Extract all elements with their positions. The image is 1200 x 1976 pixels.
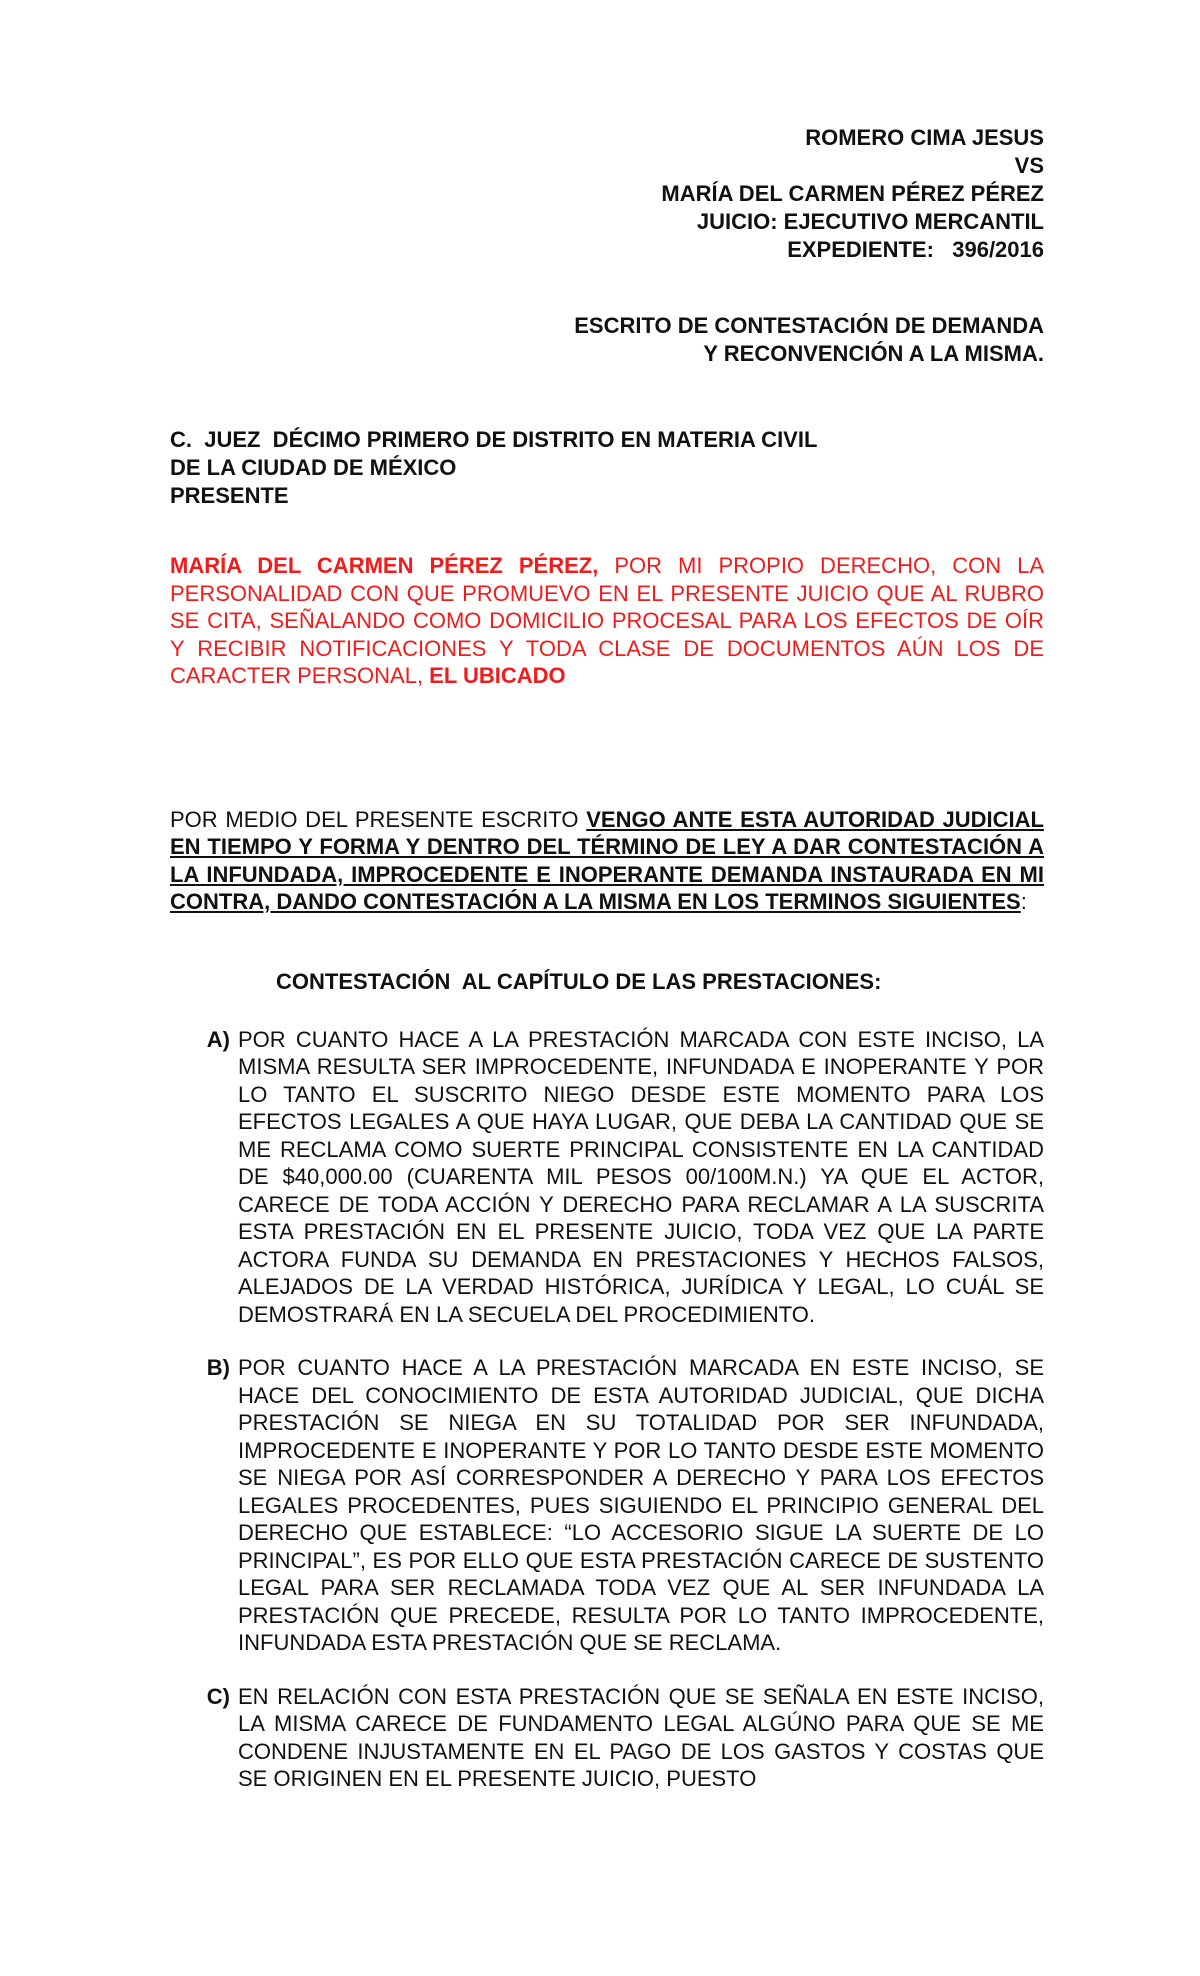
chapter-title: CONTESTACIÓN AL CAPÍTULO DE LAS PRESTACIONES: xyxy=(276,968,882,994)
file-number: EXPEDIENTE: 396/2016 xyxy=(787,237,1044,262)
item-letter: B) xyxy=(206,1355,230,1380)
statement-lead: POR MEDIO DEL PRESENTE ESCRITO xyxy=(170,806,587,832)
item-text: POR CUANTO HACE A LA PRESTACIÓN MARCADA EN ESTE INCISO, SE HACE DEL CONOCIMIENTO DE ESTA AUTORIDAD JUDICIAL, QUE DICHA PRESTACIÓN SE NIEGA EN SU TOTALIDAD POR SER INFUNDADA, IMPROCEDENTE E INOPERANTE Y POR LO TANTO DESDE ESTE MOMENTO SE NIEGA POR ASÍ CORRESPONDER A DERECHO Y PARA LOS EFECTOS LEGALES PROCEDENTES, PUES SIGUIENDO EL PRINCIPIO GENERAL DEL DERECHO QUE ESTABLECE: “LO ACCESORIO SIGUE LA SUERTE DE LO PRINCIPAL”, ES POR ELLO QUE ESTA PRESTACIÓN CARECE DE SUSTENTO LEGAL PARA SER RECLAMADA TODA VEZ QUE AL SER INFUNDADA LA PRESTACIÓN QUE PRECEDE, RESULTA POR LO TANTO IMPROCEDENTE, INFUNDADA ESTA PRESTACIÓN QUE SE RECLAMA. xyxy=(238,1355,1044,1655)
list-item xyxy=(170,1354,1044,1657)
document-body xyxy=(170,124,1044,1819)
document-type-line-1: ESCRITO DE CONTESTACIÓN DE DEMANDA xyxy=(574,313,1044,338)
statement-underlined: VENGO ANTE ESTA AUTORIDAD JUDICIAL EN TIEMPO Y FORMA Y DENTRO DEL TÉRMINO DE LEY A DAR CONTESTACIÓN A LA INFUNDADA, IMPROCEDENTE E INOPERANTE DEMANDA INSTAURADA EN MI CONTRA, DANDO CONTESTACIÓN A LA MISMA EN LOS TERMINOS SIGUIENTES xyxy=(170,806,1044,914)
intro-name: MARÍA DEL CARMEN PÉREZ PÉREZ, xyxy=(170,553,599,578)
addressee-line-1: C. JUEZ DÉCIMO PRIMERO DE DISTRITO EN MATERIA CIVIL xyxy=(170,427,818,452)
defendant-name: MARÍA DEL CARMEN PÉREZ PÉREZ xyxy=(661,181,1044,206)
statement-paragraph xyxy=(170,806,1044,916)
addressee-line-3: PRESENTE xyxy=(170,483,289,508)
item-letter: A) xyxy=(206,1026,230,1052)
list-item xyxy=(170,1026,1044,1329)
case-caption xyxy=(170,124,1044,264)
item-letter: C) xyxy=(206,1683,230,1709)
intro-tail: EL UBICADO xyxy=(429,663,566,688)
items-list xyxy=(170,1026,1044,1793)
list-item xyxy=(170,1683,1044,1793)
versus-label: VS xyxy=(1014,153,1044,178)
trial-type: JUICIO: EJECUTIVO MERCANTIL xyxy=(696,209,1044,234)
addressee-line-2: DE LA CIUDAD DE MÉXICO xyxy=(170,455,457,480)
intro-paragraph xyxy=(170,552,1044,690)
addressee-block xyxy=(170,426,1044,510)
document-type xyxy=(170,312,1044,368)
intro-body: POR MI PROPIO DERECHO, CON LA PERSONALIDAD CON QUE PROMUEVO EN EL PRESENTE JUICIO QUE AL RUBRO SE CITA, SEÑALANDO COMO DOMICILIO PROCESAL PARA LOS EFECTOS DE OÍR Y RECIBIR NOTIFICACIONES Y TODA CLASE DE DOCUMENTOS AÚN LOS DE CARACTER PERSONAL, xyxy=(170,553,1045,688)
item-text: EN RELACIÓN CON ESTA PRESTACIÓN QUE SE SEÑALA EN ESTE INCISO, LA MISMA CARECE DE FUNDAMENTO LEGAL ALGÚNO PARA QUE SE ME CONDENE INJUSTAMENTE EN EL PAGO DE LOS GASTOS Y COSTAS QUE SE ORIGINEN EN EL PRESENTE JUICIO, PUESTO xyxy=(238,1683,1044,1791)
item-text: POR CUANTO HACE A LA PRESTACIÓN MARCADA CON ESTE INCISO, LA MISMA RESULTA SER IMPROCEDENTE, INFUNDADA E INOPERANTE Y POR LO TANTO EL SUSCRITO NIEGO DESDE ESTE MOMENTO PARA LOS EFECTOS LEGALES A QUE HAYA LUGAR, QUE DEBA LA CANTIDAD QUE SE ME RECLAMA COMO SUERTE PRINCIPAL CONSISTENTE EN LA CANTIDAD DE $40,000.00 (CUARENTA MIL PESOS 00/100M.N.) YA QUE EL ACTOR, CARECE DE TODA ACCIÓN Y DERECHO PARA RECLAMAR A LA SUSCRITA ESTA PRESTACIÓN EN EL PRESENTE JUICIO, TODA VEZ QUE LA PARTE ACTORA FUNDA SU DEMANDA EN PRESTACIONES Y HECHOS FALSOS, ALEJADOS DE LA VERDAD HISTÓRICA, JURÍDICA Y LEGAL, LO CUÁL SE DEMOSTRARÁ EN LA SECUELA DEL PROCEDIMIENTO. xyxy=(238,1026,1044,1327)
plaintiff-name: ROMERO CIMA JESUS xyxy=(805,125,1044,150)
statement-end: : xyxy=(1020,889,1027,914)
document-type-line-2: Y RECONVENCIÓN A LA MISMA. xyxy=(703,341,1044,366)
